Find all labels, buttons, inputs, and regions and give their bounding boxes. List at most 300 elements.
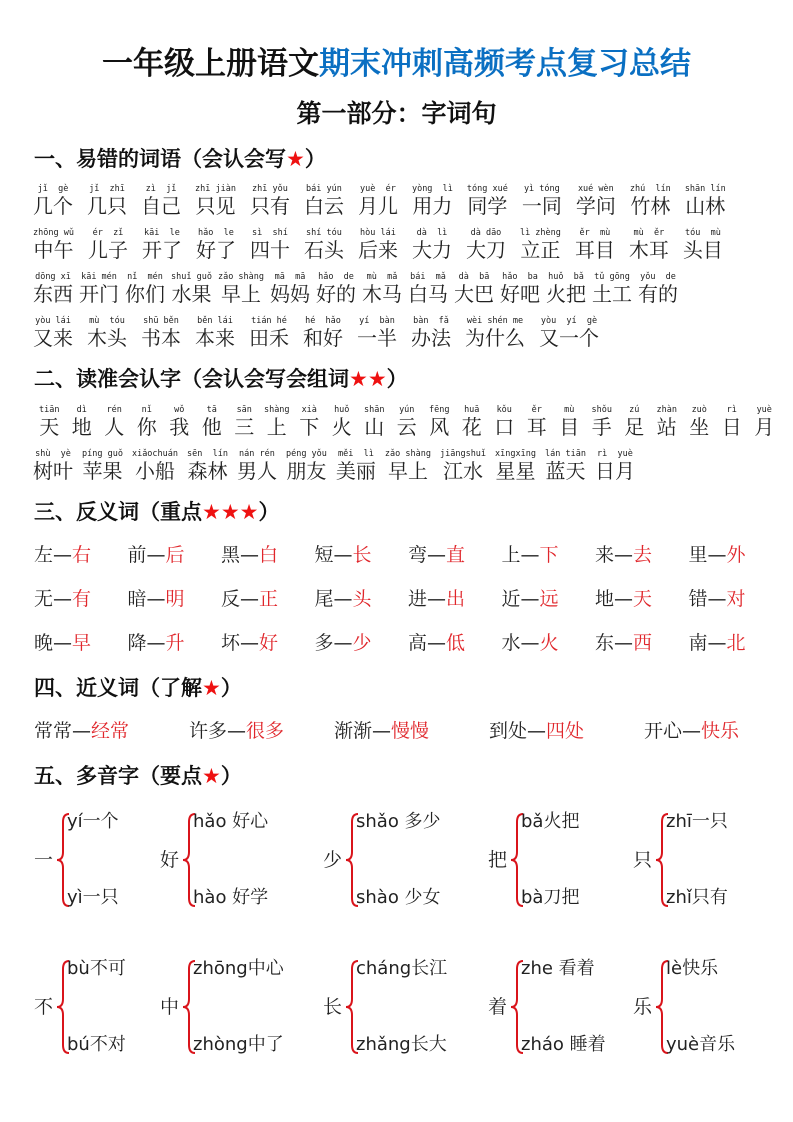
word-item — [250, 228, 290, 262]
hanzi: 火把 — [546, 282, 587, 306]
word-item — [286, 449, 327, 483]
word-item — [500, 272, 540, 306]
hanzi: 一同 — [521, 194, 562, 218]
word: 水 — [501, 632, 521, 654]
pinyin: píng guǒ — [82, 449, 123, 459]
word-item — [218, 272, 264, 306]
pinyin: yí bàn — [359, 316, 395, 326]
antonym: 火 — [539, 632, 559, 654]
word-item — [171, 272, 212, 306]
reading-1: yí一个 — [67, 811, 119, 832]
pinyin: fēng — [429, 405, 450, 415]
pinyin: yǒu de — [640, 272, 676, 282]
hanzi: 你 — [136, 415, 157, 439]
pinyin: mù tóu — [89, 316, 125, 326]
antonym-pair — [34, 630, 128, 656]
dash: — — [614, 544, 634, 566]
heading-close: ） — [386, 367, 408, 391]
word-item — [685, 184, 726, 218]
word: 多 — [314, 632, 334, 654]
hanzi: 一半 — [357, 326, 397, 350]
hanzi: 我 — [169, 415, 190, 439]
hanzi: 上 — [266, 415, 287, 439]
pinyin: kǒu — [496, 405, 512, 415]
word-item — [545, 449, 586, 483]
hanzi: 开门 — [79, 282, 119, 306]
pinyin: sēn lín — [187, 449, 228, 459]
word-item — [683, 228, 723, 262]
dash: — — [72, 720, 92, 742]
polyphone-group — [633, 810, 783, 910]
hanzi: 人 — [104, 415, 125, 439]
pinyin: tǔ gōng — [594, 272, 630, 282]
word: 常常 — [34, 720, 73, 742]
word-row-3 — [33, 272, 684, 306]
pinyin: sì shí — [252, 228, 288, 238]
synonym: 慢慢 — [391, 720, 430, 742]
dash: — — [707, 544, 727, 566]
word-item — [629, 228, 669, 262]
hanzi: 土工 — [592, 282, 633, 306]
word: 晚 — [34, 632, 54, 654]
hanzi: 耳目 — [574, 238, 615, 262]
pinyin: huǒ — [334, 405, 350, 415]
word-item — [270, 272, 310, 306]
hanzi: 口 — [494, 415, 515, 439]
hanzi: 蓝天 — [545, 459, 586, 483]
char-item — [131, 405, 164, 439]
reading-1: lè快乐 — [666, 958, 719, 979]
pinyin: nǐ — [141, 405, 152, 415]
word-item — [440, 449, 486, 483]
dash: — — [240, 588, 260, 610]
hanzi: 几个 — [33, 194, 73, 218]
pinyin: nán rén — [239, 449, 275, 459]
hanzi: 办法 — [411, 326, 451, 350]
dash: — — [527, 720, 547, 742]
word: 降 — [127, 632, 147, 654]
hanzi: 目 — [559, 415, 580, 439]
heading-text: 二、读准会认字（会认会写会组词 — [34, 367, 349, 391]
antonym: 北 — [726, 632, 746, 654]
heading-close: ） — [220, 676, 242, 700]
dash: — — [372, 720, 392, 742]
pinyin: dà bā — [458, 272, 490, 282]
reading-2: zhǐ只有 — [666, 887, 728, 908]
pinyin: shǒu — [591, 405, 612, 415]
polyphone-char: 少 — [323, 849, 343, 871]
pinyin: rì yuè — [597, 449, 633, 459]
star-icon: ★★★ — [202, 500, 259, 524]
word-item — [595, 449, 635, 483]
reading-1: zhī一只 — [666, 811, 728, 832]
pinyin: dà lì — [416, 228, 448, 238]
pinyin: kāi le — [144, 228, 180, 238]
word-item — [304, 184, 344, 218]
hanzi: 云 — [396, 415, 417, 439]
antonym-pair — [595, 586, 689, 612]
word: 开心 — [644, 720, 683, 742]
title-topic: 期末冲刺高频考点复习总结 — [319, 46, 691, 82]
dash: — — [240, 632, 260, 654]
word-item — [546, 272, 586, 306]
word-item — [249, 316, 289, 350]
pinyin: xīngxīng — [495, 449, 536, 459]
pinyin: ěr mù — [579, 228, 611, 238]
pinyin: bàn fǎ — [413, 316, 449, 326]
reading-1: shǎo 多少 — [356, 811, 441, 832]
word-item — [454, 272, 494, 306]
word: 上 — [501, 544, 521, 566]
hanzi: 大力 — [411, 238, 452, 262]
hanzi: 立正 — [520, 238, 561, 262]
synonym: 很多 — [246, 720, 285, 742]
antonym-pair — [408, 586, 502, 612]
hanzi: 大刀 — [465, 238, 506, 262]
pinyin: xià — [301, 405, 317, 415]
reading-1: hǎo 好心 — [193, 811, 269, 832]
antonym-pair — [689, 630, 783, 656]
reading-1: cháng长江 — [356, 958, 448, 979]
char-row — [33, 405, 781, 439]
hanzi: 手 — [591, 415, 612, 439]
antonym-pair — [595, 542, 689, 568]
hanzi: 只见 — [195, 194, 236, 218]
antonym: 升 — [165, 632, 185, 654]
pinyin: tián hé — [251, 316, 287, 326]
pinyin: zhú lín — [629, 184, 671, 194]
hanzi: 竹林 — [630, 194, 671, 218]
word-item — [522, 184, 562, 218]
hanzi: 白云 — [303, 194, 344, 218]
polyphone-group — [160, 957, 310, 1057]
hanzi: 好的 — [316, 282, 357, 306]
hanzi: 白马 — [408, 282, 449, 306]
dash: — — [427, 588, 447, 610]
antonym-row-3 — [34, 630, 782, 656]
heading-close: ） — [220, 764, 242, 788]
hanzi: 只有 — [249, 194, 290, 218]
antonym-pair — [689, 586, 783, 612]
pinyin: bái yún — [306, 184, 342, 194]
word-item — [303, 316, 343, 350]
word: 来 — [595, 544, 615, 566]
pinyin: péng yǒu — [285, 449, 327, 459]
pinyin: shuǐ guǒ — [171, 272, 212, 282]
reading-2: shào 少女 — [356, 887, 441, 908]
hanzi: 中午 — [33, 238, 74, 262]
word: 渐渐 — [334, 720, 373, 742]
pinyin: yún — [399, 405, 415, 415]
char-item — [683, 405, 716, 439]
hanzi: 木耳 — [628, 238, 669, 262]
synonym-pair — [489, 718, 644, 744]
char-item — [66, 405, 99, 439]
pinyin: ér zǐ — [92, 228, 124, 238]
pinyin: yì tóng — [523, 184, 560, 194]
word-item — [87, 184, 127, 218]
hanzi: 东西 — [33, 282, 73, 306]
word-row-4 — [33, 316, 613, 350]
polyphone-char: 中 — [160, 996, 180, 1018]
pinyin: shí tóu — [306, 228, 342, 238]
hanzi: 日 — [721, 415, 742, 439]
antonym-row-1 — [34, 542, 782, 568]
hanzi: 田禾 — [249, 326, 289, 350]
pinyin: jǐ zhī — [89, 184, 125, 194]
pinyin: sān — [236, 405, 252, 415]
char-item — [293, 405, 326, 439]
antonym: 白 — [259, 544, 279, 566]
char-item — [651, 405, 684, 439]
hanzi: 耳 — [526, 415, 547, 439]
pinyin: zǎo shàng — [384, 449, 431, 459]
hanzi: 有的 — [638, 282, 679, 306]
reading-2: bú不对 — [67, 1034, 126, 1055]
char-item — [618, 405, 651, 439]
hanzi: 月 — [754, 415, 775, 439]
pinyin: xiǎochuán — [131, 449, 179, 459]
pinyin: yòu yí gè — [540, 316, 598, 326]
hanzi: 书本 — [141, 326, 181, 350]
word: 错 — [688, 588, 708, 610]
word-item — [33, 316, 73, 350]
pinyin: zhī jiàn — [195, 184, 236, 194]
hanzi: 早上 — [220, 282, 261, 306]
heading-text: 三、反义词（重点 — [34, 500, 202, 524]
hanzi: 又一个 — [539, 326, 599, 350]
hanzi: 为什么 — [465, 326, 525, 350]
hanzi: 苹果 — [82, 459, 123, 483]
heading-text: 五、多音字（要点 — [34, 764, 202, 788]
antonym: 天 — [633, 588, 653, 610]
word-item — [412, 228, 452, 262]
hanzi: 你们 — [125, 282, 165, 306]
pinyin: mù mǎ — [366, 272, 398, 282]
polyphone-group — [323, 957, 473, 1057]
word-item — [539, 316, 599, 350]
hanzi: 头目 — [682, 238, 723, 262]
hanzi: 后来 — [357, 238, 398, 262]
synonym-pair — [334, 718, 489, 744]
hanzi: 火 — [331, 415, 352, 439]
reading-2: zháo 睡着 — [521, 1034, 606, 1055]
word: 里 — [688, 544, 708, 566]
word: 高 — [408, 632, 428, 654]
word-item — [132, 449, 178, 483]
hanzi: 石头 — [303, 238, 344, 262]
word-item — [630, 184, 671, 218]
synonym-row — [34, 718, 764, 744]
reading-2: hào 好学 — [193, 887, 269, 908]
polyphone-char: 只 — [633, 849, 653, 871]
pinyin: shān lín — [684, 184, 726, 194]
dash: — — [53, 632, 73, 654]
hanzi: 花 — [461, 415, 482, 439]
pinyin: dà dāo — [470, 228, 502, 238]
word-item — [576, 184, 616, 218]
heading-close: ） — [258, 500, 280, 524]
pinyin: hǎo de — [318, 272, 354, 282]
hanzi: 山林 — [685, 194, 726, 218]
word-item — [385, 449, 431, 483]
antonym: 远 — [539, 588, 559, 610]
dash: — — [53, 588, 73, 610]
hanzi: 天 — [39, 415, 60, 439]
antonym: 少 — [352, 632, 372, 654]
hanzi: 朋友 — [286, 459, 327, 483]
antonym: 去 — [633, 544, 653, 566]
reading-1: zhōng中心 — [193, 958, 284, 979]
pinyin: zǎo shàng — [217, 272, 265, 282]
word-item — [592, 272, 632, 306]
antonym-pair — [315, 630, 409, 656]
char-item — [716, 405, 749, 439]
hanzi: 又来 — [33, 326, 73, 350]
polyphone-group — [633, 957, 783, 1057]
pinyin: tóu mù — [684, 228, 721, 238]
antonym: 下 — [539, 544, 559, 566]
antonym: 西 — [633, 632, 653, 654]
dash: — — [682, 720, 702, 742]
synonym-pair — [644, 718, 764, 744]
word-item — [196, 228, 236, 262]
dash: — — [333, 588, 353, 610]
pinyin: yuè ér — [360, 184, 396, 194]
hanzi: 江水 — [443, 459, 484, 483]
word-item — [358, 184, 398, 218]
antonym-pair — [408, 542, 502, 568]
heading-close: ） — [304, 147, 326, 171]
pinyin: shàng — [263, 405, 290, 415]
antonym-pair — [128, 630, 222, 656]
pinyin: shān — [364, 405, 385, 415]
word-item — [79, 272, 119, 306]
char-item — [423, 405, 456, 439]
pinyin: dōng xī — [35, 272, 71, 282]
hanzi: 好了 — [195, 238, 236, 262]
word: 进 — [408, 588, 428, 610]
hanzi: 坐 — [689, 415, 710, 439]
hanzi: 本来 — [195, 326, 235, 350]
hanzi: 开了 — [141, 238, 182, 262]
char-item — [98, 405, 131, 439]
word-item — [237, 449, 277, 483]
antonym-row-2 — [34, 586, 782, 612]
hanzi: 树叶 — [33, 459, 73, 483]
char-item — [228, 405, 261, 439]
word-item — [408, 272, 448, 306]
reading-2: zhǎng长大 — [356, 1034, 447, 1055]
word: 短 — [314, 544, 334, 566]
word-row-1 — [33, 184, 740, 218]
antonym-pair — [34, 542, 128, 568]
dash: — — [707, 632, 727, 654]
pinyin: jiāngshuǐ — [439, 449, 487, 459]
dash: — — [614, 588, 634, 610]
word-item — [412, 184, 453, 218]
dash: — — [146, 544, 166, 566]
pinyin: tā — [206, 405, 217, 415]
antonym: 右 — [72, 544, 92, 566]
dash: — — [240, 544, 260, 566]
hanzi: 大巴 — [454, 282, 495, 306]
polyphone-char: 乐 — [633, 996, 653, 1018]
dash: — — [333, 632, 353, 654]
pinyin: zhōng wǔ — [33, 228, 74, 238]
char-item — [196, 405, 229, 439]
antonym: 低 — [446, 632, 466, 654]
dash: — — [146, 632, 166, 654]
word: 许多 — [189, 720, 228, 742]
antonym-pair — [408, 630, 502, 656]
title-grade: 一年级上册语文 — [102, 46, 319, 82]
antonym-pair — [34, 586, 128, 612]
antonym: 外 — [726, 544, 746, 566]
word-item — [142, 228, 182, 262]
hanzi: 下 — [299, 415, 320, 439]
hanzi: 日月 — [594, 459, 635, 483]
hanzi: 男人 — [236, 459, 277, 483]
pinyin: huā — [464, 405, 480, 415]
hanzi: 木马 — [362, 282, 403, 306]
pinyin: měi lì — [338, 449, 374, 459]
pinyin: xué wèn — [577, 184, 614, 194]
word-item — [358, 228, 398, 262]
reading-1: zhe 看着 — [521, 958, 595, 979]
antonym-pair — [221, 630, 315, 656]
word-item — [336, 449, 376, 483]
hanzi: 自己 — [141, 194, 181, 218]
pinyin: dì — [76, 405, 87, 415]
synonym-pair — [189, 718, 334, 744]
star-icon: ★ — [286, 147, 305, 171]
word-item — [520, 228, 561, 262]
pinyin: yòu lái — [35, 316, 71, 326]
page-title — [0, 44, 793, 84]
dash: — — [520, 544, 540, 566]
pinyin: ěr — [531, 405, 542, 415]
hanzi: 妈妈 — [270, 282, 311, 306]
word-item — [187, 449, 228, 483]
antonym: 出 — [446, 588, 466, 610]
word-item — [638, 272, 678, 306]
dash: — — [146, 588, 166, 610]
star-icon: ★ — [202, 764, 221, 788]
word: 前 — [127, 544, 147, 566]
reading-2: yuè音乐 — [666, 1034, 736, 1055]
pinyin: lán tiān — [545, 449, 586, 459]
pinyin: rì — [726, 405, 737, 415]
hanzi: 和好 — [303, 326, 343, 350]
section-heading-2 — [34, 364, 408, 394]
word-item — [33, 228, 74, 262]
word: 坏 — [221, 632, 241, 654]
section-heading-4 — [34, 673, 242, 703]
dash: — — [520, 632, 540, 654]
dash: — — [53, 544, 73, 566]
pinyin: tiān — [39, 405, 60, 415]
hanzi: 三 — [234, 415, 255, 439]
synonym: 快乐 — [701, 720, 740, 742]
word: 东 — [595, 632, 615, 654]
char-item — [553, 405, 586, 439]
word-item — [195, 184, 236, 218]
pinyin: lì zhèng — [519, 228, 561, 238]
reading-2: yì一只 — [67, 887, 119, 908]
polyphone-group — [488, 957, 638, 1057]
antonym: 明 — [165, 588, 185, 610]
